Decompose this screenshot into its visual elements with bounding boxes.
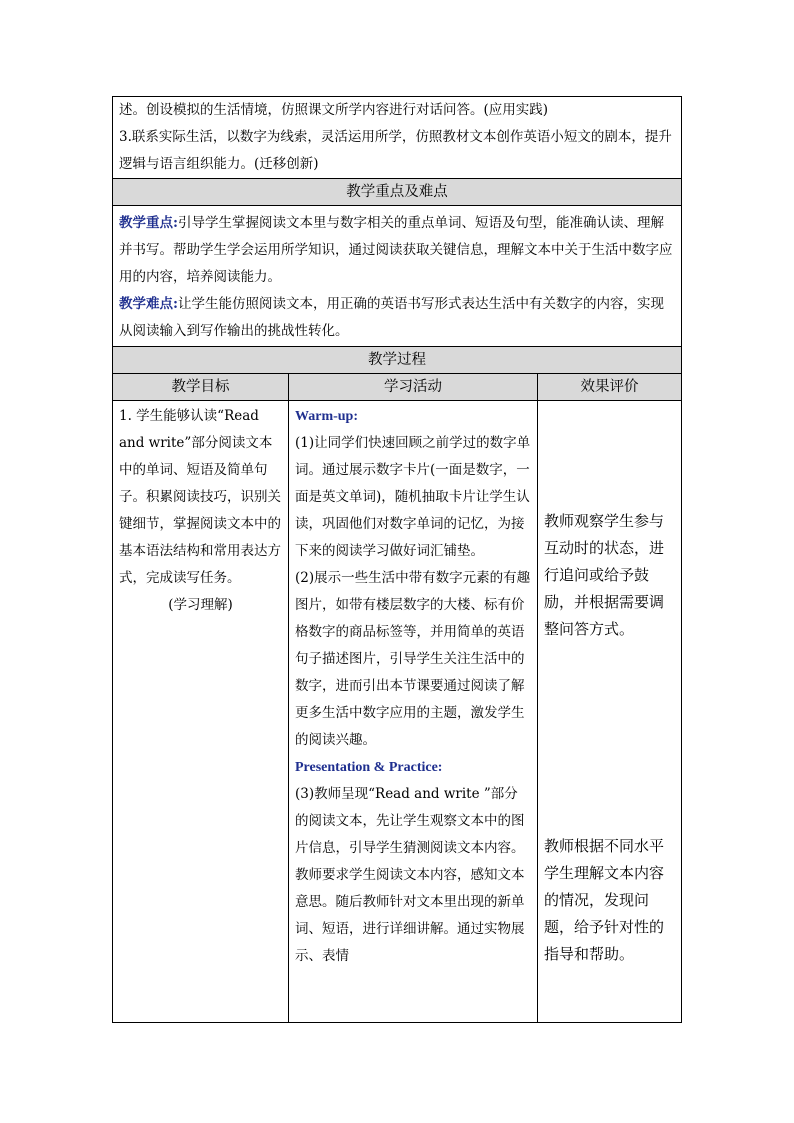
column-header-evaluation: 效果评价 <box>538 374 682 401</box>
column-header-row <box>113 374 682 401</box>
lesson-plan-page <box>112 96 681 1023</box>
process-heading-row <box>113 347 682 374</box>
warmup-step-1: (1)让同学们快速回顾之前学过的数字单词。通过展示数字卡片(一面是数字，一面是英文单词)，随机抽取卡片让学生认读，巩固他们对数字单词的记忆，为接下来的阅读学习做好词汇铺垫。 <box>295 435 531 559</box>
objectives-continued-row <box>113 97 682 179</box>
key-point-label: 教学重点: <box>119 215 178 231</box>
lesson-plan-table <box>112 96 682 1023</box>
difficulty-paragraph <box>119 291 675 345</box>
presentation-heading: Presentation & Practice: <box>295 760 443 775</box>
process-body-row <box>113 401 682 1023</box>
warmup-step-2: (2)展示一些生活中带有数字元素的有趣图片，如带有楼层数字的大楼、标有价格数字的商品标签等，并用简单的英语句子描述图片，引导学生关注生活中的数字，进而引出本节课要通过阅读了解更多生活中数字应用的主题，激发学生的阅读兴趣。 <box>295 570 531 748</box>
key-difficulty-heading-row <box>113 179 682 206</box>
objective-line-3: 3.联系实际生活，以数字为线索，灵活运用所学，仿照教材文本创作英语小短文的剧本，提升逻辑与语言组织能力。(迁移创新) <box>119 129 672 172</box>
column-header-objective: 教学目标 <box>113 374 289 401</box>
key-point-paragraph <box>119 210 675 291</box>
evaluation-cell <box>538 401 682 1023</box>
section-heading-key: 教学重点及难点 <box>113 179 682 206</box>
difficulty-text: 让学生能仿照阅读文本，用正确的英语书写形式表达生活中有关数字的内容，实现从阅读输入到写作输出的挑战性转化。 <box>119 296 664 339</box>
objective-text: 1. 学生能够认读“Read and write”部分阅读文本中的单词、短语及简单句子。积累阅读技巧，识别关键细节，掌握阅读文本中的基本语法结构和常用表达方式，完成读写任务。 <box>119 408 281 586</box>
key-difficulty-row <box>113 206 682 347</box>
presentation-step-3: (3)教师呈现“Read and write ”部分的阅读文本，先让学生观察文本中的图片信息，引导学生猜测阅读文本内容。教师要求学生阅读文本内容，感知文本意思。随后教师针对文本里出现的新单词、短语，进行详细讲解。通过实物展示、表情 <box>295 786 525 964</box>
activity-cell <box>289 401 538 1023</box>
section-heading-process: 教学过程 <box>113 347 682 374</box>
evaluation-warmup: 教师观察学生参与互动时的状态，进行追问或给予鼓励，并根据需要调整问答方式。 <box>544 512 665 638</box>
objective-line-2: 述。创设模拟的生活情境，仿照课文所学内容进行对话问答。(应用实践) <box>119 102 549 118</box>
column-header-activity: 学习活动 <box>289 374 538 401</box>
warmup-heading: Warm-up: <box>295 409 358 424</box>
key-point-text: 引导学生掌握阅读文本里与数字相关的重点单词、短语及句型，能准确认读、理解并书写。帮助学生学会运用所学知识，通过阅读获取关键信息，理解文本中关于生活中数字应用的内容，培养阅读能力。 <box>119 215 673 285</box>
objective-cell <box>113 401 289 1023</box>
difficulty-label: 教学难点: <box>119 296 178 312</box>
objective-tag: (学习理解) <box>168 597 233 613</box>
evaluation-presentation: 教师根据不同水平学生理解文本内容的情况，发现问题，给予针对性的指导和帮助。 <box>544 837 665 963</box>
